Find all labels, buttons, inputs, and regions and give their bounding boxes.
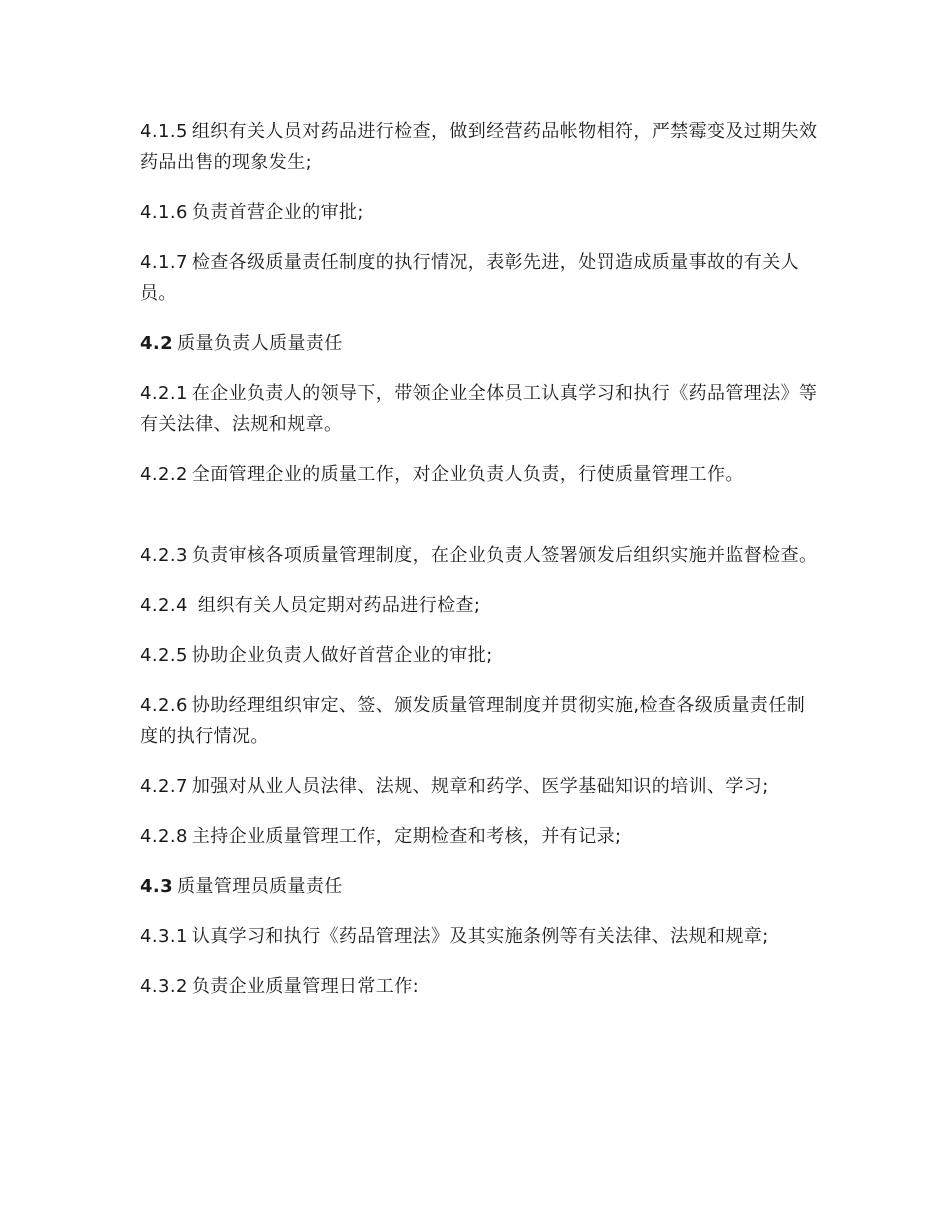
paragraph-4-2-6 bbox=[140, 690, 820, 752]
document-page bbox=[140, 116, 820, 1021]
paragraph-4-3-1 bbox=[140, 921, 820, 952]
paragraph-4-1-5 bbox=[140, 116, 820, 178]
paragraph-4-2-7 bbox=[140, 771, 820, 802]
clause-text: 负责首营企业的审批; bbox=[191, 202, 364, 223]
clause-number: 4.1.5 bbox=[140, 121, 188, 142]
section-heading-4-2 bbox=[140, 328, 820, 359]
paragraph-4-1-6 bbox=[140, 197, 820, 228]
section-number: 4.3 bbox=[140, 876, 174, 897]
clause-number: 4.2.7 bbox=[140, 776, 188, 797]
paragraph-4-2-5 bbox=[140, 640, 820, 671]
clause-text: 在企业负责人的领导下，带领企业全体员工认真学习和执行《药品管理法》等有关法律、法规和规章。 bbox=[140, 383, 818, 435]
paragraph-4-2-3 bbox=[140, 540, 820, 571]
clause-text: 协助经理组织审定、签、颁发质量管理制度并贯彻实施,检查各级质量责任制度的执行情况。 bbox=[140, 695, 806, 747]
clause-number: 4.1.6 bbox=[140, 202, 188, 223]
paragraph-4-2-4 bbox=[140, 590, 820, 621]
section-number: 4.2 bbox=[140, 333, 174, 354]
section-title: 质量管理员质量责任 bbox=[177, 876, 343, 897]
clause-number: 4.2.6 bbox=[140, 695, 188, 716]
clause-text: 全面管理企业的质量工作，对企业负责人负责，行使质量管理工作。 bbox=[191, 464, 744, 485]
clause-number: 4.2.1 bbox=[140, 383, 188, 404]
clause-number: 4.2.3 bbox=[140, 545, 188, 566]
paragraph-4-2-1 bbox=[140, 378, 820, 440]
paragraph-4-3-2 bbox=[140, 971, 820, 1002]
clause-number: 4.2.2 bbox=[140, 464, 188, 485]
clause-text: 组织有关人员定期对药品进行检查; bbox=[191, 595, 481, 616]
clause-text: 检查各级质量责任制度的执行情况，表彰先进，处罚造成质量事故的有关人员。 bbox=[140, 252, 800, 304]
clause-text: 协助企业负责人做好首营企业的审批; bbox=[191, 645, 493, 666]
paragraph-4-2-8 bbox=[140, 821, 820, 852]
clause-text: 负责企业质量管理日常工作: bbox=[191, 976, 420, 997]
clause-number: 4.2.8 bbox=[140, 826, 188, 847]
clause-number: 4.1.7 bbox=[140, 252, 188, 273]
section-title: 质量负责人质量责任 bbox=[177, 333, 343, 354]
section-heading-4-3 bbox=[140, 871, 820, 902]
clause-text: 负责审核各项质量管理制度，在企业负责人签署颁发后组织实施并监督检查。 bbox=[191, 545, 818, 566]
paragraph-4-1-7 bbox=[140, 247, 820, 309]
clause-number: 4.2.5 bbox=[140, 645, 188, 666]
clause-text: 加强对从业人员法律、法规、规章和药学、医学基础知识的培训、学习; bbox=[191, 776, 769, 797]
clause-text: 组织有关人员对药品进行检查，做到经营药品帐物相符，严禁霉变及过期失效药品出售的现象发生; bbox=[140, 121, 818, 173]
clause-number: 4.2.4 bbox=[140, 595, 188, 616]
clause-number: 4.3.2 bbox=[140, 976, 188, 997]
clause-number: 4.3.1 bbox=[140, 926, 188, 947]
clause-text: 认真学习和执行《药品管理法》及其实施条例等有关法律、法规和规章; bbox=[191, 926, 769, 947]
clause-text: 主持企业质量管理工作，定期检查和考核，并有记录; bbox=[191, 826, 622, 847]
paragraph-4-2-2 bbox=[140, 459, 820, 490]
